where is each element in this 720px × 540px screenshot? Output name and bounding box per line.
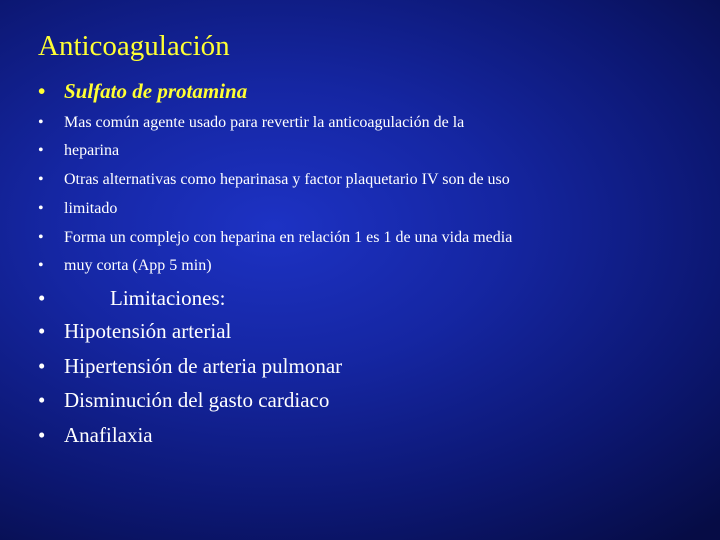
list-item-text: Anafilaxia [64, 423, 153, 447]
bullet-icon: • [38, 319, 46, 343]
list-item-text: Hipertensión de arteria pulmonar [64, 354, 343, 378]
list-item-text: Otras alternativas como heparinasa y factor plaquetario IV son de uso [64, 171, 510, 188]
bullet-icon: • [38, 388, 46, 412]
list-item-text: Hipotensión arterial [64, 319, 232, 343]
list-item-text: Forma un complejo con heparina en relación 1 es 1 de una vida media [64, 229, 513, 246]
list-item-text: Limitaciones: [110, 286, 226, 310]
bullet-icon: • [38, 142, 44, 159]
slide-title: Anticoagulación [38, 30, 230, 62]
list-item-text: heparina [64, 142, 120, 159]
bullet-icon: • [38, 79, 46, 103]
list-item-text: Disminución del gasto cardiaco [64, 388, 330, 412]
bullet-icon: • [38, 200, 44, 217]
bullet-icon: • [38, 171, 44, 188]
list-item-text: limitado [64, 200, 118, 217]
list-item-text: Mas común agente usado para revertir la anticoagulación de la [64, 114, 465, 131]
bullet-icon: • [38, 114, 44, 131]
bullet-icon: • [38, 354, 46, 378]
bullet-icon: • [38, 286, 46, 310]
bullet-icon: • [38, 423, 46, 447]
bullet-icon: • [38, 257, 44, 274]
list-item-text: Sulfato de protamina [64, 79, 248, 103]
list-item-text: muy corta (App 5 min) [64, 257, 212, 274]
bullet-icon: • [38, 229, 44, 246]
